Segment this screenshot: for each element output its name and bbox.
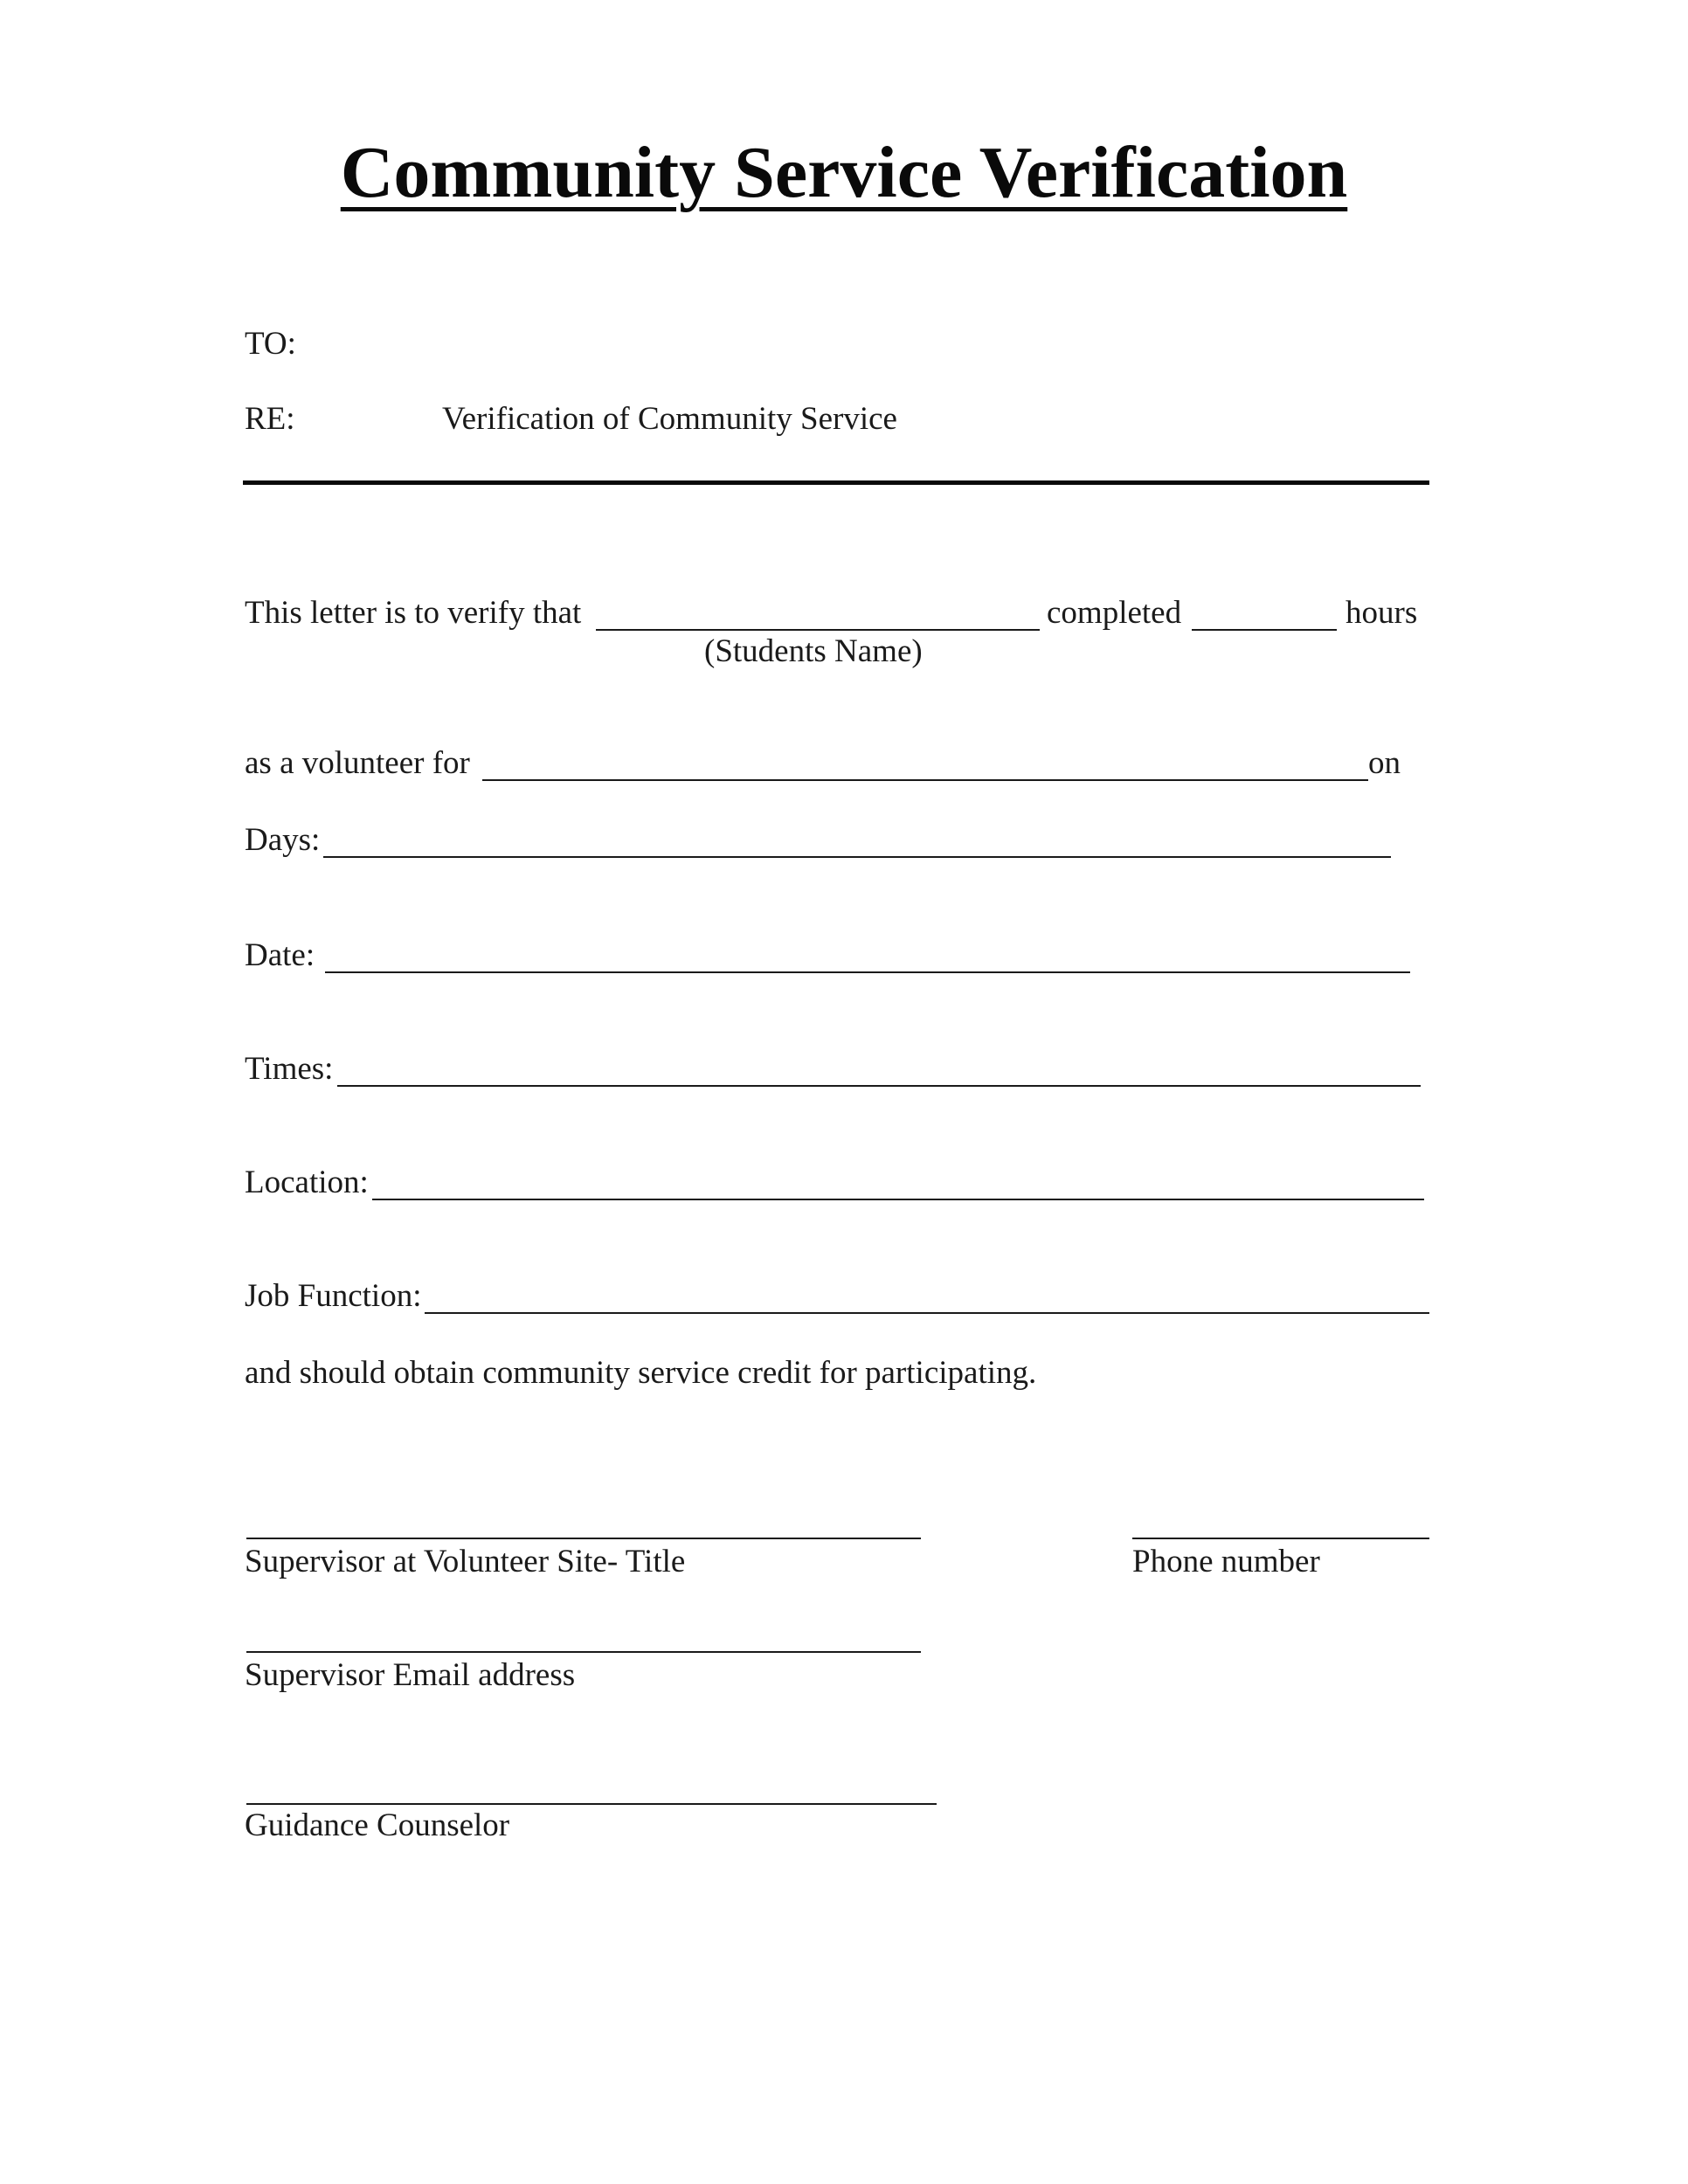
days-field[interactable] <box>323 856 1391 858</box>
verify-prefix: This letter is to verify that <box>245 595 582 631</box>
re-label: RE: <box>245 401 295 437</box>
organization-field[interactable] <box>482 779 1368 781</box>
hours-label: hours <box>1346 595 1418 631</box>
date-field[interactable] <box>325 971 1410 973</box>
supervisor-title-caption: Supervisor at Volunteer Site- Title <box>245 1544 686 1579</box>
days-label: Days: <box>245 822 321 858</box>
phone-number-caption: Phone number <box>1132 1544 1320 1579</box>
times-field[interactable] <box>337 1085 1421 1087</box>
supervisor-email-line[interactable] <box>246 1651 921 1653</box>
date-label: Date: <box>245 937 315 973</box>
document-title: Community Service Verification <box>340 132 1348 213</box>
hours-field[interactable] <box>1192 629 1337 631</box>
phone-number-line[interactable] <box>1132 1538 1429 1539</box>
location-label: Location: <box>245 1165 369 1200</box>
student-name-caption: (Students Name) <box>704 633 923 669</box>
guidance-counselor-caption: Guidance Counselor <box>245 1807 510 1843</box>
times-label: Times: <box>245 1051 334 1087</box>
location-field[interactable] <box>372 1199 1424 1200</box>
job-function-field[interactable] <box>425 1312 1429 1314</box>
to-label: TO: <box>245 326 296 362</box>
student-name-field[interactable] <box>596 629 1040 631</box>
re-value: Verification of Community Service <box>442 401 897 437</box>
guidance-counselor-signature-line[interactable] <box>246 1803 937 1805</box>
job-function-label: Job Function: <box>245 1278 422 1314</box>
on-label: on <box>1368 745 1401 781</box>
supervisor-email-caption: Supervisor Email address <box>245 1657 576 1693</box>
completed-label: completed <box>1047 595 1182 631</box>
to-field[interactable] <box>315 358 1424 360</box>
closing-text: and should obtain community service credit for participating. <box>245 1355 1037 1391</box>
header-divider <box>243 480 1429 485</box>
supervisor-title-signature-line[interactable] <box>246 1538 921 1539</box>
volunteer-prefix: as a volunteer for <box>245 745 470 781</box>
